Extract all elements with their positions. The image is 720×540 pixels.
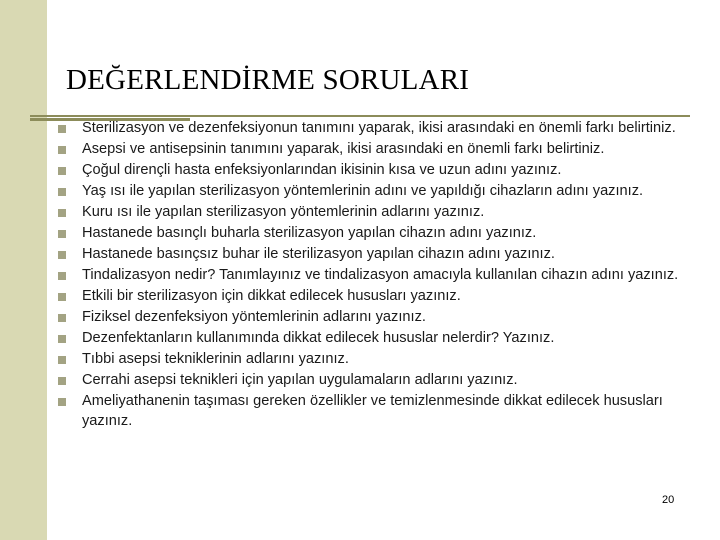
questions-list	[58, 119, 703, 433]
list-item	[58, 287, 703, 307]
list-item	[58, 245, 703, 265]
list-item-text: Yaş ısı ile yapılan sterilizasyon yöntemlerinin adını ve yapıldığı cihazların adını yazınız.	[82, 183, 644, 199]
list-item	[58, 140, 703, 160]
list-item	[58, 161, 703, 181]
list-item	[58, 329, 703, 349]
list-item-text: Hastanede basınçlı buharla sterilizasyon yapılan cihazın adını yazınız.	[82, 225, 537, 241]
square-bullet-icon	[58, 314, 66, 322]
page-number: 20	[662, 494, 675, 506]
list-item-text: Tıbbi asepsi tekniklerinin adlarını yazınız.	[82, 351, 349, 367]
list-item	[58, 371, 703, 391]
left-decorative-band	[0, 0, 47, 540]
list-item	[58, 203, 703, 223]
list-item	[58, 392, 703, 431]
list-item-text: Asepsi ve antisepsinin tanımını yaparak, ikisi arasındaki en önemli farkı belirtiniz.	[82, 141, 605, 157]
square-bullet-icon	[58, 293, 66, 301]
list-item	[58, 350, 703, 370]
square-bullet-icon	[58, 335, 66, 343]
square-bullet-icon	[58, 188, 66, 196]
square-bullet-icon	[58, 251, 66, 259]
list-item	[58, 119, 703, 139]
list-item-text: Kuru ısı ile yapılan sterilizasyon yöntemlerinin adlarını yazınız.	[82, 204, 485, 220]
slide-title: DEĞERLENDİRME SORULARI	[66, 64, 470, 96]
list-item	[58, 308, 703, 328]
square-bullet-icon	[58, 398, 66, 406]
list-item	[58, 182, 703, 202]
list-item	[58, 224, 703, 244]
list-item	[58, 266, 703, 286]
square-bullet-icon	[58, 167, 66, 175]
square-bullet-icon	[58, 272, 66, 280]
list-item-text: Dezenfektanların kullanımında dikkat edilecek hususlar nelerdir? Yazınız.	[82, 330, 555, 346]
square-bullet-icon	[58, 146, 66, 154]
list-item-text: Cerrahi asepsi teknikleri için yapılan uygulamaların adlarını yazınız.	[82, 372, 518, 388]
list-item-text: Tindalizasyon nedir? Tanımlayınız ve tindalizasyon amacıyla kullanılan cihazın adını yazınız.	[82, 267, 679, 283]
square-bullet-icon	[58, 356, 66, 364]
list-item-text: Etkili bir sterilizasyon için dikkat edilecek hususları yazınız.	[82, 288, 461, 304]
list-item-text: Hastanede basınçsız buhar ile sterilizasyon yapılan cihazın adını yazınız.	[82, 246, 555, 262]
list-item-text: Sterilizasyon ve dezenfeksiyonun tanımını yaparak, ikisi arasındaki en önemli farkı belirtiniz.	[82, 120, 676, 136]
list-item-text: Çoğul dirençli hasta enfeksiyonlarından ikisinin kısa ve uzun adını yazınız.	[82, 162, 562, 178]
square-bullet-icon	[58, 230, 66, 238]
square-bullet-icon	[58, 377, 66, 385]
square-bullet-icon	[58, 209, 66, 217]
square-bullet-icon	[58, 125, 66, 133]
list-item-text: Ameliyathanenin taşıması gereken özellikler ve temizlenmesinde dikkat edilecek hususları yazınız.	[82, 393, 663, 429]
title-underline	[30, 115, 690, 117]
list-item-text: Fiziksel dezenfeksiyon yöntemlerinin adlarını yazınız.	[82, 309, 426, 325]
